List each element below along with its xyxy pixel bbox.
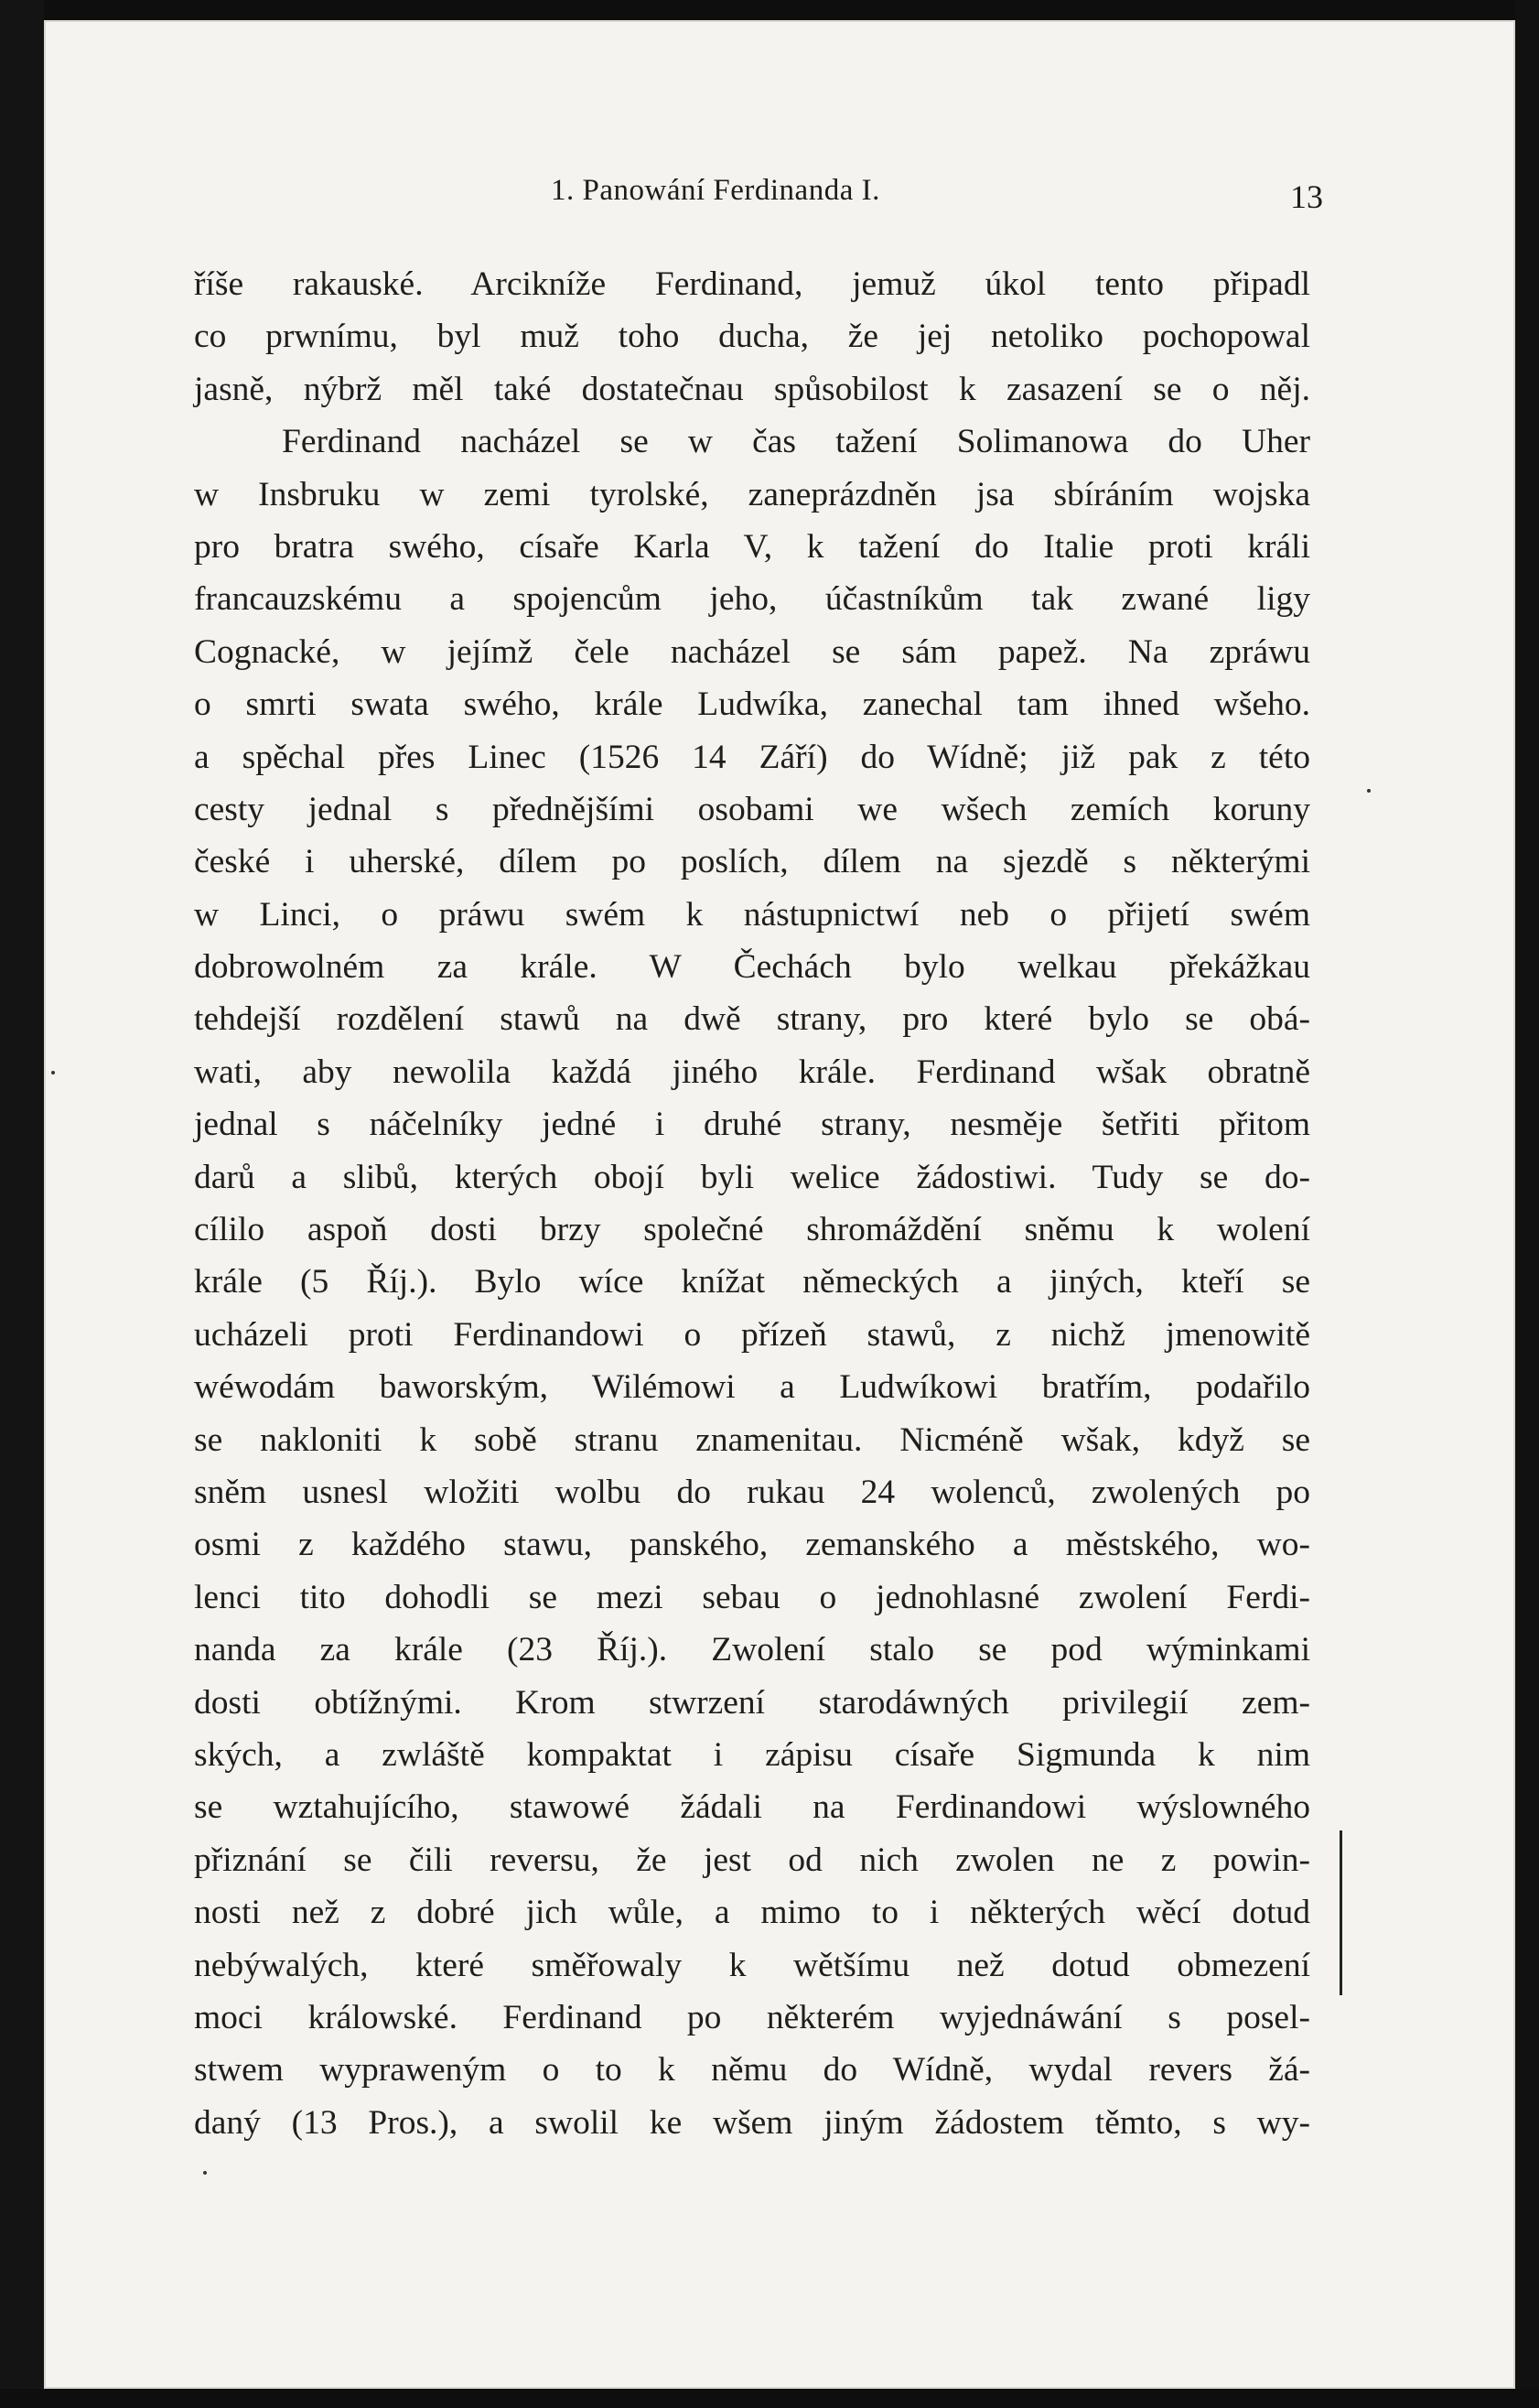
scan-border-right — [1515, 0, 1539, 2408]
text-line: ských, a zwláště kompaktat i zápisu císaře Sigmunda k nim — [194, 1735, 1310, 1774]
text-line: cesty jednal s přednějšími osobami we wšech zemích koruny — [194, 790, 1310, 828]
text-line: Ferdinand nacházel se w čas tažení Solimanowa do Uher — [282, 423, 1310, 461]
text-line: jednal s náčelníky jedné i druhé strany, nesměje šetřiti přitom — [194, 1106, 1310, 1144]
text-line: lenci tito dohodli se mezi sebau o jednohlasné zwolení Ferdi- — [194, 1578, 1310, 1616]
running-title: 1. Panowání Ferdinanda I. — [551, 174, 880, 207]
text-line: sněm usnesl wložiti wolbu do rukau 24 wolenců, zwolených po — [194, 1473, 1310, 1511]
page-number: 13 — [1290, 178, 1323, 215]
text-line: daný (13 Pros.), a swolil ke wšem jiným žádostem těmto, s wy- — [194, 2103, 1310, 2142]
text-line: dobrowolném za krále. W Čechách bylo welkau překážkau — [194, 948, 1310, 987]
margin-bracket-mark — [1340, 1830, 1342, 1995]
text-line: pro bratra swého, císaře Karla V, k tažení do Italie proti králi — [194, 527, 1310, 566]
text-line: wéwodám baworským, Wilémowi a Ludwíkowi bratřím, podařilo — [194, 1368, 1310, 1407]
scan-speck — [203, 2171, 207, 2175]
text-line: co prwnímu, byl muž toho ducha, že jej netoliko pochopowal — [194, 318, 1310, 356]
text-line: w Insbruku w zemi tyrolské, zaneprázdněn jsa sbíráním wojska — [194, 475, 1310, 513]
text-line: o smrti swata swého, krále Ludwíka, zanechal tam ihned wšeho. — [194, 686, 1310, 724]
text-line: nosti než z dobré jich wůle, a mimo to i některých wěcí dotud — [194, 1894, 1310, 1932]
text-line: nanda za krále (23 Říj.). Zwolení stalo se pod wýminkami — [194, 1631, 1310, 1669]
text-line: české i uherské, dílem po poslích, dílem na sjezdě s některými — [194, 843, 1310, 881]
text-line: tehdejší rozdělení stawů na dwě strany, pro které bylo se obá- — [194, 1000, 1310, 1039]
scan-border-bottom — [0, 2389, 1539, 2408]
text-line: Cognacké, w jejímž čele nacházel se sám papež. Na zpráwu — [194, 632, 1310, 671]
text-line: ucházeli proti Ferdinandowi o přízeň stawů, z nichž jmenowitě — [194, 1315, 1310, 1354]
text-line: krále (5 Říj.). Bylo wíce knížat německých a jiných, kteří se — [194, 1263, 1310, 1301]
text-line: přiznání se čili reversu, že jest od nich zwolen ne z powin- — [194, 1841, 1310, 1879]
text-line: stwem wypraweným o to k němu do Wídně, wydal revers žá- — [194, 2051, 1310, 2089]
text-line: darů a slibů, kterých obojí byli welice žádostiwi. Tudy se do- — [194, 1158, 1310, 1196]
text-line: w Linci, o práwu swém k nástupnictwí neb o přijetí swém — [194, 895, 1310, 934]
page-header — [188, 174, 1323, 220]
text-line: říše rakauské. Arcikníže Ferdinand, jemuž úkol tento připadl — [194, 265, 1310, 303]
scan-border-left — [0, 0, 44, 2408]
text-line: dosti obtížnými. Krom stwrzení starodáwných privilegií zem- — [194, 1683, 1310, 1722]
text-line: se nakloniti k sobě stranu znamenitau. Nicméně wšak, když se — [194, 1420, 1310, 1459]
scan-speck — [51, 1071, 55, 1074]
text-line: nebýwalých, které směřowaly k wětšímu než dotud obmezení — [194, 1946, 1310, 1984]
text-line: francauzskému a spojencům jeho, účastníkům tak zwané ligy — [194, 580, 1310, 619]
text-line: wati, aby newolila každá jiného krále. Ferdinand wšak obratně — [194, 1053, 1310, 1091]
scan-speck — [1367, 789, 1371, 793]
text-line: a spěchal přes Linec (1526 14 Září) do Wídně; již pak z této — [194, 738, 1310, 776]
text-line: moci králowské. Ferdinand po některém wyjednáwání s posel- — [194, 1998, 1310, 2036]
body-text — [194, 258, 1310, 2149]
scan-border-top — [0, 0, 1539, 20]
text-line: jasně, nýbrž měl také dostatečnau spůsobilost k zasazení se o něj. — [194, 370, 1310, 408]
text-line: cílilo aspoň dosti brzy společné shromáždění sněmu k wolení — [194, 1211, 1310, 1249]
text-line: osmi z každého stawu, panského, zemanského a městského, wo- — [194, 1526, 1310, 1564]
text-line: se wztahujícího, stawowé žádali na Ferdinandowi wýslowného — [194, 1788, 1310, 1827]
